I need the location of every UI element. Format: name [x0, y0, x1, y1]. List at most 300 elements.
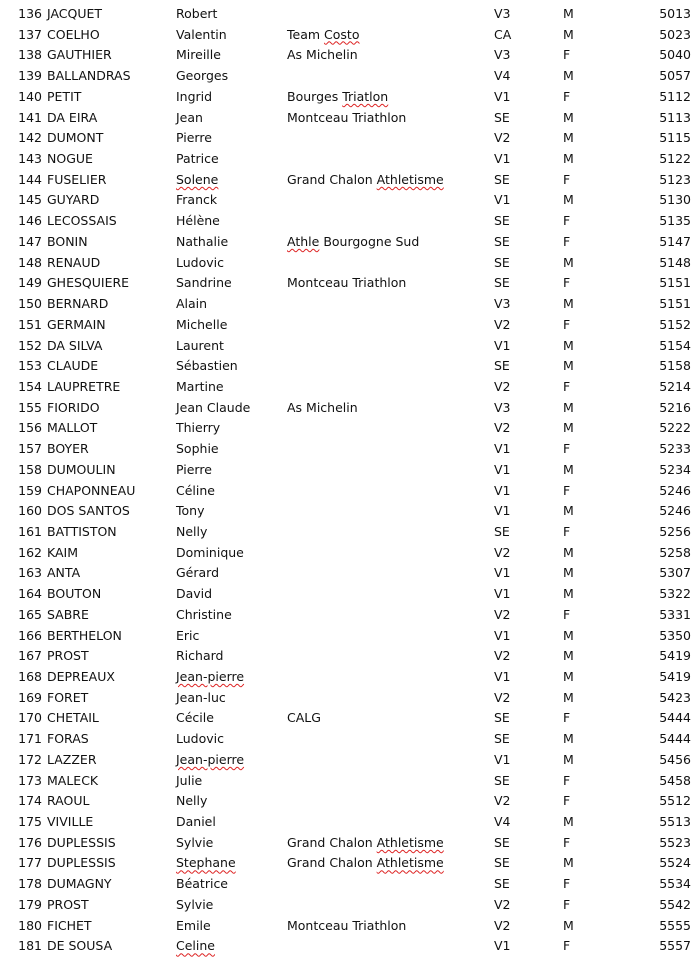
first-name-cell: Jean-pierre	[176, 751, 245, 767]
first-name-cell: Tony	[176, 503, 205, 519]
last-name-cell: DUMAGNY	[47, 876, 112, 892]
category-cell: SE	[494, 254, 510, 270]
first-name-cell: Michelle	[176, 316, 228, 332]
category-cell: SE	[494, 523, 510, 539]
club-cell: Grand Chalon Athletisme	[287, 171, 444, 187]
category-cell: V1	[494, 751, 511, 767]
club-cell: Grand Chalon Athletisme	[287, 855, 444, 871]
sex-cell: M	[563, 669, 574, 684]
rank-cell: 165	[18, 606, 42, 622]
category-cell: SE	[494, 834, 510, 850]
time-cell: 5557	[659, 938, 691, 954]
category-cell: V1	[494, 192, 511, 208]
time-cell: 5307	[659, 565, 691, 581]
first-name-cell: Gérard	[176, 565, 220, 581]
rank-cell: 149	[18, 275, 42, 291]
first-name-cell: Céline	[176, 482, 215, 498]
table-row	[0, 916, 700, 937]
rank-cell: 139	[18, 68, 42, 84]
club-cell: Grand Chalon Athletisme	[287, 834, 444, 850]
table-row	[0, 688, 700, 709]
sex-cell: M	[563, 544, 574, 560]
last-name-cell: LAZZER	[47, 751, 97, 767]
last-name-cell: BONIN	[47, 233, 88, 249]
category-cell: SE	[494, 213, 510, 229]
last-name-cell: VIVILLE	[47, 814, 94, 830]
table-row	[0, 895, 700, 916]
category-cell: V1	[494, 461, 511, 477]
table-row	[0, 149, 700, 170]
first-name-cell: Sophie	[176, 441, 219, 457]
category-cell: V3	[494, 6, 511, 21]
category-cell: V2	[494, 378, 511, 394]
sex-cell: M	[563, 855, 574, 871]
first-name-cell: Eric	[176, 627, 200, 643]
rank-cell: 162	[18, 544, 42, 560]
first-name-cell: Nelly	[176, 523, 208, 539]
category-cell: SE	[494, 171, 510, 187]
sex-cell: M	[563, 751, 574, 767]
category-cell: SE	[494, 876, 510, 892]
table-row	[0, 4, 700, 25]
table-row	[0, 190, 700, 211]
table-row	[0, 253, 700, 274]
table-row	[0, 398, 700, 419]
category-cell: V1	[494, 337, 511, 353]
first-name-cell: Daniel	[176, 814, 216, 830]
table-row	[0, 232, 700, 253]
sex-cell: F	[563, 772, 571, 788]
sex-cell: F	[563, 710, 571, 726]
sex-cell: F	[563, 378, 571, 394]
club-cell: Athle Bourgogne Sud	[287, 233, 420, 249]
rank-cell: 140	[18, 88, 42, 104]
category-cell: V2	[494, 130, 511, 146]
rank-cell: 179	[18, 896, 42, 912]
first-name-cell: Emile	[176, 917, 211, 933]
time-cell: 5542	[659, 896, 691, 912]
rank-cell: 161	[18, 523, 42, 539]
first-name-cell: Hélène	[176, 213, 220, 229]
first-name-cell: Cécile	[176, 710, 214, 726]
time-cell: 5234	[659, 461, 691, 477]
time-cell: 5444	[659, 731, 691, 747]
first-name-cell: Pierre	[176, 461, 212, 477]
time-cell: 5135	[659, 213, 691, 229]
last-name-cell: BOYER	[47, 441, 89, 457]
time-cell: 5222	[659, 420, 691, 436]
first-name-cell: Ludovic	[176, 731, 224, 747]
table-row	[0, 874, 700, 895]
rank-cell: 160	[18, 503, 42, 519]
rank-cell: 142	[18, 130, 42, 146]
rank-cell: 163	[18, 565, 42, 581]
time-cell: 5154	[659, 337, 691, 353]
rank-cell: 181	[18, 938, 42, 954]
category-cell: V4	[494, 814, 511, 830]
category-cell: CA	[494, 26, 512, 42]
last-name-cell: DUPLESSIS	[47, 834, 116, 850]
table-row	[0, 812, 700, 833]
rank-cell: 158	[18, 461, 42, 477]
category-cell: V3	[494, 399, 511, 415]
last-name-cell: MALECK	[47, 772, 99, 788]
time-cell: 5147	[659, 233, 691, 249]
first-name-cell: Julie	[176, 772, 203, 788]
time-cell: 5013	[659, 6, 691, 21]
last-name-cell: DUMONT	[47, 130, 104, 146]
first-name-cell: Solene	[176, 171, 219, 187]
last-name-cell: GHESQUIERE	[47, 275, 130, 291]
time-cell: 5512	[659, 793, 691, 809]
table-row	[0, 439, 700, 460]
last-name-cell: BERTHELON	[47, 627, 122, 643]
last-name-cell: GUYARD	[47, 192, 100, 208]
table-row	[0, 501, 700, 522]
sex-cell: M	[563, 254, 574, 270]
rank-cell: 169	[18, 689, 42, 705]
table-row	[0, 87, 700, 108]
sex-cell: M	[563, 565, 574, 581]
sex-cell: M	[563, 814, 574, 830]
sex-cell: F	[563, 876, 571, 892]
time-cell: 5130	[659, 192, 691, 208]
table-row	[0, 377, 700, 398]
last-name-cell: DOS SANTOS	[47, 503, 130, 519]
time-cell: 5331	[659, 606, 691, 622]
category-cell: V2	[494, 420, 511, 436]
last-name-cell: LAUPRETRE	[47, 378, 121, 394]
time-cell: 5419	[659, 648, 691, 664]
rank-cell: 150	[18, 296, 42, 312]
club-cell: Montceau Triathlon	[287, 109, 407, 125]
time-cell: 5148	[659, 254, 691, 270]
first-name-cell: Stephane	[176, 855, 236, 871]
first-name-cell: Jean-pierre	[176, 669, 245, 684]
category-cell: V1	[494, 627, 511, 643]
rank-cell: 136	[18, 6, 42, 21]
table-row	[0, 315, 700, 336]
sex-cell: M	[563, 151, 574, 167]
rank-cell: 155	[18, 399, 42, 415]
sex-cell: F	[563, 896, 571, 912]
last-name-cell: PROST	[47, 648, 89, 664]
table-row	[0, 273, 700, 294]
rank-cell: 151	[18, 316, 42, 332]
sex-cell: M	[563, 192, 574, 208]
table-row	[0, 563, 700, 584]
time-cell: 5115	[659, 130, 691, 146]
last-name-cell: KAIM	[47, 544, 78, 560]
last-name-cell: PROST	[47, 896, 89, 912]
sex-cell: F	[563, 834, 571, 850]
last-name-cell: SABRE	[47, 606, 89, 622]
time-cell: 5151	[659, 275, 691, 291]
category-cell: SE	[494, 855, 510, 871]
time-cell: 5113	[659, 109, 691, 125]
rank-cell: 147	[18, 233, 42, 249]
sex-cell: M	[563, 358, 574, 374]
sex-cell: M	[563, 296, 574, 312]
time-cell: 5258	[659, 544, 691, 560]
first-name-cell: Richard	[176, 648, 224, 664]
rank-cell: 156	[18, 420, 42, 436]
table-row	[0, 853, 700, 874]
rank-cell: 176	[18, 834, 42, 850]
first-name-cell: Ingrid	[176, 88, 213, 104]
last-name-cell: PETIT	[47, 88, 82, 104]
table-row	[0, 667, 700, 688]
category-cell: V2	[494, 689, 511, 705]
time-cell: 5322	[659, 586, 691, 602]
club-cell: As Michelin	[287, 47, 358, 63]
category-cell: V1	[494, 441, 511, 457]
club-cell: Team Costo	[287, 26, 360, 42]
category-cell: V4	[494, 68, 511, 84]
last-name-cell: GERMAIN	[47, 316, 106, 332]
last-name-cell: CLAUDE	[47, 358, 99, 374]
category-cell: SE	[494, 358, 510, 374]
first-name-cell: Pierre	[176, 130, 212, 146]
time-cell: 5123	[659, 171, 691, 187]
rank-cell: 171	[18, 731, 42, 747]
table-row	[0, 336, 700, 357]
last-name-cell: FORAS	[47, 731, 89, 747]
time-cell: 5513	[659, 814, 691, 830]
first-name-cell: Mireille	[176, 47, 221, 63]
rank-cell: 178	[18, 876, 42, 892]
last-name-cell: BATTISTON	[47, 523, 117, 539]
sex-cell: F	[563, 47, 571, 63]
first-name-cell: Nathalie	[176, 233, 229, 249]
time-cell: 5057	[659, 68, 691, 84]
sex-cell: M	[563, 731, 574, 747]
club-cell: CALG	[287, 710, 321, 726]
category-cell: SE	[494, 731, 510, 747]
sex-cell: F	[563, 482, 571, 498]
last-name-cell: CHAPONNEAU	[47, 482, 136, 498]
sex-cell: F	[563, 441, 571, 457]
rank-cell: 180	[18, 917, 42, 933]
rank-cell: 143	[18, 151, 42, 167]
sex-cell: F	[563, 793, 571, 809]
table-row	[0, 605, 700, 626]
last-name-cell: CHETAIL	[47, 710, 99, 726]
rank-cell: 167	[18, 648, 42, 664]
rank-cell: 153	[18, 358, 42, 374]
sex-cell: M	[563, 399, 574, 415]
table-row	[0, 543, 700, 564]
category-cell: V1	[494, 482, 511, 498]
category-cell: V3	[494, 47, 511, 63]
category-cell: SE	[494, 710, 510, 726]
rank-cell: 138	[18, 47, 42, 63]
first-name-cell: Franck	[176, 192, 218, 208]
sex-cell: M	[563, 586, 574, 602]
first-name-cell: Alain	[176, 296, 208, 312]
time-cell: 5350	[659, 627, 691, 643]
category-cell: V2	[494, 896, 511, 912]
table-row	[0, 771, 700, 792]
sex-cell: F	[563, 213, 571, 229]
first-name-cell: Valentin	[176, 26, 227, 42]
time-cell: 5458	[659, 772, 691, 788]
category-cell: V1	[494, 88, 511, 104]
table-row	[0, 481, 700, 502]
table-row	[0, 108, 700, 129]
table-row	[0, 45, 700, 66]
table-row	[0, 418, 700, 439]
rank-cell: 159	[18, 482, 42, 498]
category-cell: V2	[494, 316, 511, 332]
sex-cell: M	[563, 461, 574, 477]
first-name-cell: David	[176, 586, 213, 602]
last-name-cell: BERNARD	[47, 296, 109, 312]
time-cell: 5444	[659, 710, 691, 726]
category-cell: SE	[494, 109, 510, 125]
time-cell: 5423	[659, 689, 691, 705]
table-row	[0, 294, 700, 315]
category-cell: SE	[494, 275, 510, 291]
sex-cell: F	[563, 275, 571, 291]
rank-cell: 157	[18, 441, 42, 457]
first-name-cell: Dominique	[176, 544, 244, 560]
table-row	[0, 356, 700, 377]
rank-cell: 144	[18, 171, 42, 187]
first-name-cell: Thierry	[176, 420, 221, 436]
rank-cell: 168	[18, 669, 42, 684]
last-name-cell: FUSELIER	[47, 171, 107, 187]
table-row	[0, 25, 700, 46]
rank-cell: 137	[18, 26, 42, 42]
time-cell: 5419	[659, 669, 691, 684]
sex-cell: F	[563, 523, 571, 539]
table-row	[0, 170, 700, 191]
sex-cell: M	[563, 68, 574, 84]
category-cell: V1	[494, 586, 511, 602]
first-name-cell: Sylvie	[176, 834, 214, 850]
rank-cell: 141	[18, 109, 42, 125]
table-row	[0, 791, 700, 812]
last-name-cell: MALLOT	[47, 420, 98, 436]
table-row	[0, 66, 700, 87]
club-cell: Montceau Triathlon	[287, 917, 407, 933]
rank-cell: 152	[18, 337, 42, 353]
rank-cell: 148	[18, 254, 42, 270]
rank-cell: 146	[18, 213, 42, 229]
time-cell: 5246	[659, 482, 691, 498]
sex-cell: M	[563, 648, 574, 664]
sex-cell: F	[563, 171, 571, 187]
rank-cell: 174	[18, 793, 42, 809]
table-row	[0, 729, 700, 750]
last-name-cell: JACQUET	[47, 6, 103, 21]
last-name-cell: DA EIRA	[47, 109, 98, 125]
last-name-cell: DUMOULIN	[47, 461, 116, 477]
sex-cell: F	[563, 316, 571, 332]
last-name-cell: FICHET	[47, 917, 92, 933]
time-cell: 5523	[659, 834, 691, 850]
category-cell: V1	[494, 503, 511, 519]
sex-cell: M	[563, 337, 574, 353]
first-name-cell: Sandrine	[176, 275, 232, 291]
category-cell: V1	[494, 565, 511, 581]
first-name-cell: Jean-luc	[176, 689, 226, 705]
last-name-cell: COELHO	[47, 26, 100, 42]
last-name-cell: LECOSSAIS	[47, 213, 117, 229]
time-cell: 5256	[659, 523, 691, 539]
rank-cell: 164	[18, 586, 42, 602]
category-cell: V1	[494, 669, 511, 684]
last-name-cell: RAOUL	[47, 793, 90, 809]
time-cell: 5534	[659, 876, 691, 892]
last-name-cell: FORET	[47, 689, 89, 705]
last-name-cell: BALLANDRAS	[47, 68, 131, 84]
first-name-cell: Christine	[176, 606, 232, 622]
rank-cell: 177	[18, 855, 42, 871]
first-name-cell: Jean	[176, 109, 203, 125]
sex-cell: M	[563, 627, 574, 643]
time-cell: 5246	[659, 503, 691, 519]
table-row	[0, 833, 700, 854]
first-name-cell: Patrice	[176, 151, 219, 167]
time-cell: 5524	[659, 855, 691, 871]
table-row	[0, 936, 700, 957]
sex-cell: F	[563, 233, 571, 249]
time-cell: 5122	[659, 151, 691, 167]
rank-cell: 170	[18, 710, 42, 726]
category-cell: V1	[494, 151, 511, 167]
last-name-cell: RENAUD	[47, 254, 101, 270]
time-cell: 5112	[659, 88, 691, 104]
time-cell: 5555	[659, 917, 691, 933]
time-cell: 5040	[659, 47, 691, 63]
category-cell: V2	[494, 606, 511, 622]
time-cell: 5152	[659, 316, 691, 332]
last-name-cell: DEPREAUX	[47, 669, 115, 684]
time-cell: 5233	[659, 441, 691, 457]
table-row	[0, 211, 700, 232]
first-name-cell: Jean Claude	[176, 399, 251, 415]
time-cell: 5216	[659, 399, 691, 415]
first-name-cell: Georges	[176, 68, 229, 84]
sex-cell: M	[563, 689, 574, 705]
category-cell: V2	[494, 648, 511, 664]
time-cell: 5214	[659, 378, 691, 394]
first-name-cell: Laurent	[176, 337, 224, 353]
time-cell: 5023	[659, 26, 691, 42]
table-row	[0, 750, 700, 771]
sex-cell: M	[563, 109, 574, 125]
club-cell: Montceau Triathlon	[287, 275, 407, 291]
sex-cell: M	[563, 6, 574, 21]
category-cell: SE	[494, 772, 510, 788]
first-name-cell: Celine	[176, 938, 215, 954]
category-cell: V3	[494, 296, 511, 312]
rank-cell: 172	[18, 751, 42, 767]
sex-cell: M	[563, 917, 574, 933]
sex-cell: F	[563, 938, 571, 954]
sex-cell: F	[563, 88, 571, 104]
sex-cell: M	[563, 503, 574, 519]
table-row	[0, 708, 700, 729]
last-name-cell: FIORIDO	[47, 399, 100, 415]
last-name-cell: DA SILVA	[47, 337, 103, 353]
time-cell: 5158	[659, 358, 691, 374]
rank-cell: 145	[18, 192, 42, 208]
table-row	[0, 460, 700, 481]
last-name-cell: BOUTON	[47, 586, 102, 602]
